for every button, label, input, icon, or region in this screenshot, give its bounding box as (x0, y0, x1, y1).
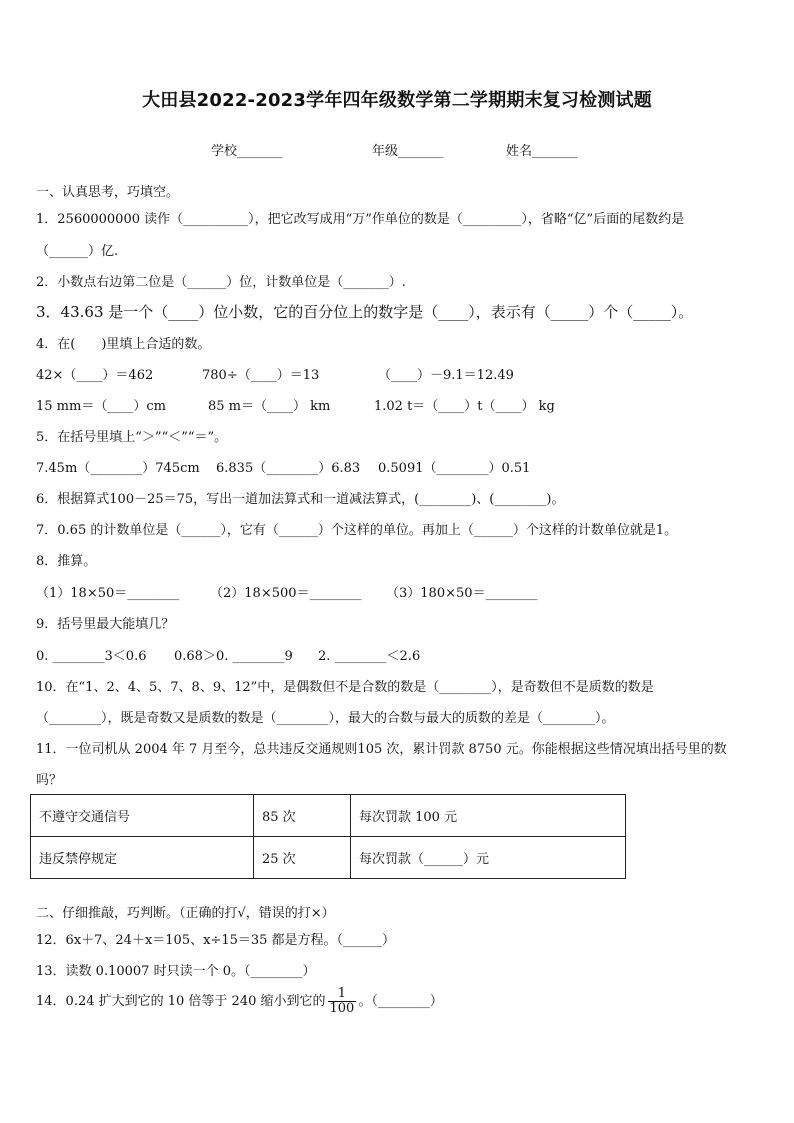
q8-item: （1）18×50＝________ (36, 586, 180, 601)
q14-text: 14．0.24 扩大到它的 10 倍等于 240 缩小到它的 (36, 994, 326, 1009)
fraction-one-hundredth (328, 987, 357, 1016)
table-cell: 85 次 (254, 795, 351, 837)
question-13: 13．读数 0.10007 时只读一个 0。（________） (36, 964, 316, 979)
q14-answer: 。（________） (358, 994, 443, 1009)
q9-item: 0. ________3＜0.6 (36, 649, 147, 664)
q4-item: 1.02 t＝（____）t（____） kg (374, 399, 555, 414)
section-1-heading: 一、认真思考，巧填空。 (36, 185, 180, 200)
q8-item: （2）18×500＝________ (210, 586, 362, 601)
q9-item: 0.68＞0. ________9 (174, 649, 293, 664)
question-10-continued: （________），既是奇数又是质数的数是（________），最大的合数与最大的质数的差是（________）。 (36, 711, 615, 726)
question-8-row (36, 582, 538, 601)
q8-item: （3）180×50＝________ (386, 586, 538, 601)
table-cell: 每次罚款 100 元 (351, 795, 626, 837)
section-2-heading: 二、仔细推敲，巧判断。（正确的打√，错误的打×） (36, 906, 335, 921)
table-cell: 不遵守交通信号 (31, 795, 254, 837)
table-cell: 违反禁停规定 (31, 837, 254, 879)
fraction-denominator: 100 (329, 1001, 355, 1016)
question-5-row (36, 457, 530, 476)
q9-item: 2. ________＜2.6 (318, 649, 421, 664)
question-9-row (36, 645, 420, 664)
page-title: 大田县2022-2023学年四年级数学第二学期期末复习检测试题 (142, 90, 652, 111)
question-1: 1．2560000000 读作（__________），把它改写成用“万”作单位的数是（_________），省略“亿”后面的尾数约是 (36, 212, 685, 227)
table-cell: 每次罚款（______）元 (351, 837, 626, 879)
q5-item: 6.835（________）6.83 (216, 461, 361, 476)
question-14 (36, 987, 443, 1016)
q5-item: 0.5091（________）0.51 (378, 461, 531, 476)
school-field: 学校_______ (211, 144, 283, 159)
table-row (31, 795, 626, 837)
question-5: 5．在括号里填上“＞”“＜”“＝”。 (36, 430, 228, 445)
q4-item: 15 mm＝（____）cm (36, 399, 166, 414)
question-11-continued: 吗？ (36, 773, 63, 788)
q4-item: 85 m＝（____） km (208, 399, 331, 414)
name-field: 姓名_______ (506, 144, 578, 159)
question-8: 8．推算。 (36, 554, 97, 569)
question-4-row-1 (36, 364, 514, 383)
question-4-row-2 (36, 395, 555, 414)
question-1-continued: （______）亿. (36, 244, 119, 259)
question-11: 11．一位司机从 2004 年 7 月至今，总共违反交通规则105 次，累计罚款 8750 元。你能根据这些情况填出括号里的数 (36, 742, 727, 757)
question-9: 9．括号里最大能填几？ (36, 617, 175, 632)
question-4: 4．在( )里填上合适的数。 (36, 337, 211, 352)
fraction-numerator: 1 (328, 987, 357, 1002)
q5-item: 7.45m（________）745cm (36, 461, 200, 476)
fines-table (30, 794, 626, 879)
question-3: 3．43.63 是一个（____）位小数，它的百分位上的数字是（____），表示有（_____）个（_____）。 (36, 303, 694, 321)
q4-item: 780÷（____）＝13 (202, 368, 320, 383)
table-row (31, 837, 626, 879)
q4-item: 42×（____）＝462 (36, 368, 154, 383)
table-cell: 25 次 (254, 837, 351, 879)
question-12: 12．6x＋7、24＋x＝105、x÷15＝35 都是方程。（______） (36, 933, 396, 948)
question-2: 2．小数点右边第二位是（______）位，计数单位是（_______）. (36, 275, 406, 290)
question-10: 10．在“1、2、4、5、7、8、9、12”中，是偶数但不是合数的数是（________），是奇数但不是质数的数是 (36, 680, 654, 695)
question-7: 7．0.65 的计数单位是（______），它有（______）个这样的单位。再加上（______）个这样的计数单位就是1。 (36, 523, 678, 538)
grade-field: 年级_______ (372, 144, 444, 159)
question-6: 6．根据算式100－25＝75，写出一道加法算式和一道减法算式，(________)、(________)。 (36, 492, 565, 507)
q4-item: （____）－9.1＝12.49 (378, 368, 514, 383)
